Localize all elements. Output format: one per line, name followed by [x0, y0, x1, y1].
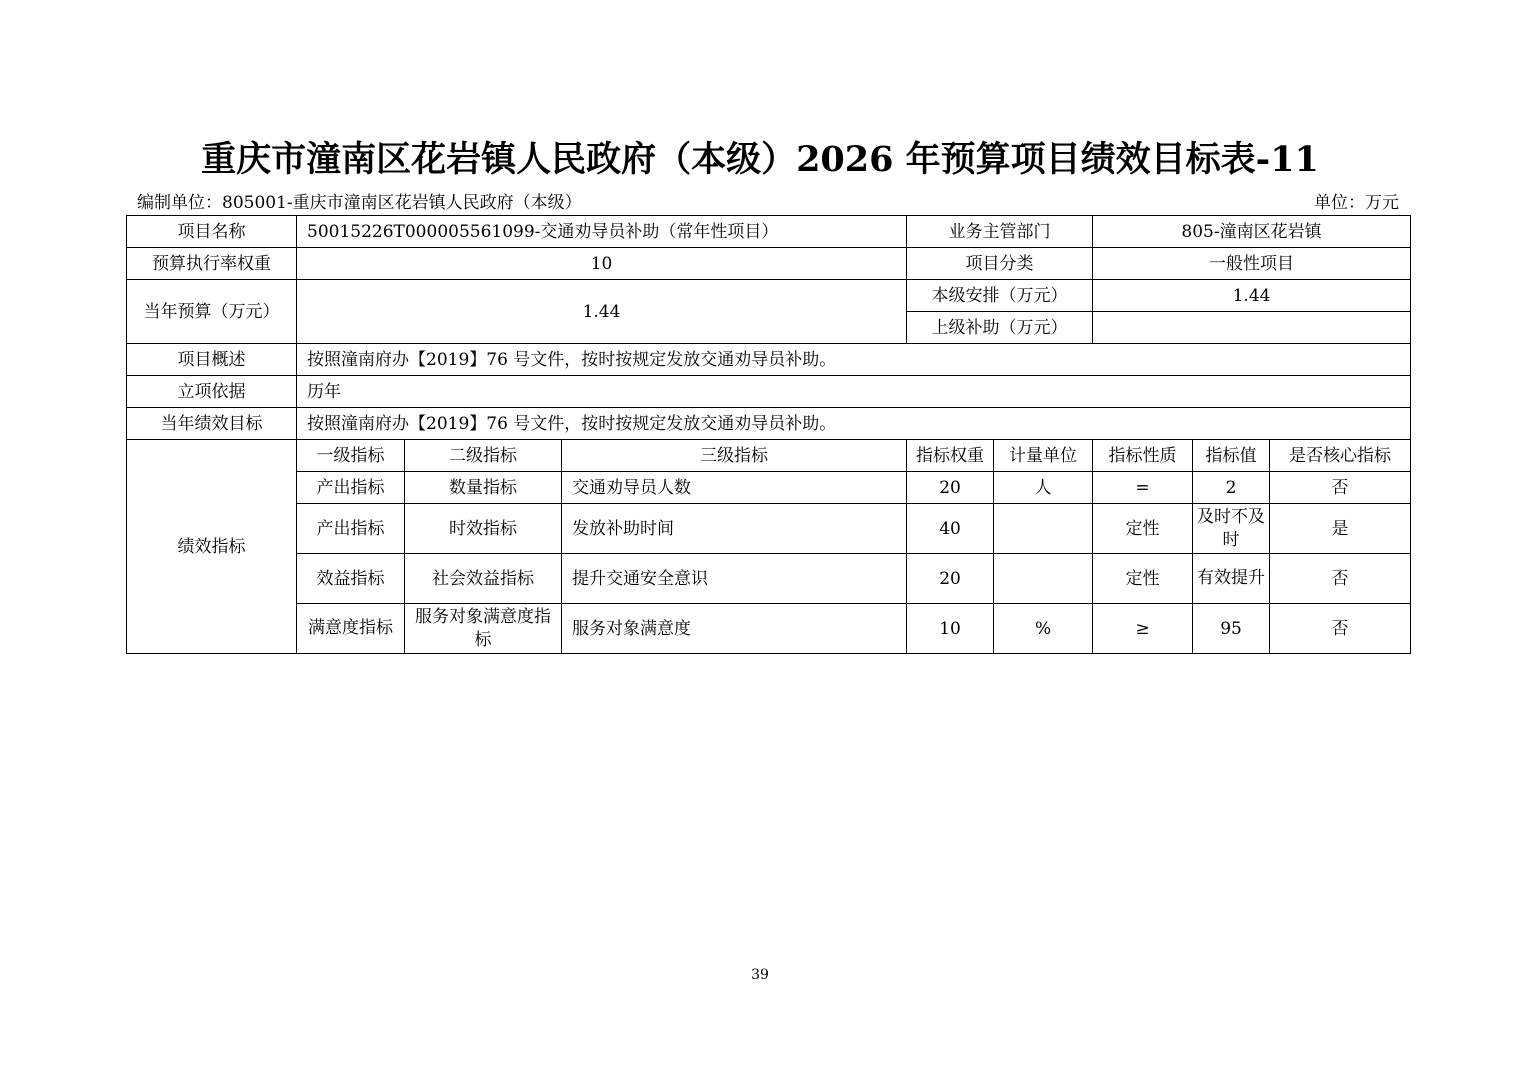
nature-cell: = [1093, 472, 1193, 504]
nature-cell: 定性 [1093, 554, 1193, 604]
measure-unit-cell [994, 554, 1093, 604]
indicator-header-row [127, 440, 1411, 472]
goal-value: 按照潼南府办【2019】76 号文件，按时按规定发放交通劝导员补助。 [297, 408, 1411, 440]
local-value: 1.44 [1093, 280, 1411, 312]
header-cell: 一级指标 [297, 440, 405, 472]
core-cell: 否 [1270, 554, 1411, 604]
level3-cell: 发放补助时间 [562, 504, 907, 554]
header-cell: 是否核心指标 [1270, 440, 1411, 472]
header-cell: 指标性质 [1093, 440, 1193, 472]
measure-unit-cell [994, 504, 1093, 554]
indicator-row [127, 604, 1411, 654]
level3-cell: 提升交通安全意识 [562, 554, 907, 604]
category-label: 项目分类 [907, 248, 1093, 280]
value-cell: 及时不及时 [1193, 504, 1270, 554]
table-row [127, 248, 1411, 280]
currency-unit: 单位：万元 [1314, 193, 1399, 213]
basis-value: 历年 [297, 376, 1411, 408]
indicator-row [127, 504, 1411, 554]
value-cell: 2 [1193, 472, 1270, 504]
table-row [127, 280, 1411, 312]
header-cell: 计量单位 [994, 440, 1093, 472]
indicator-section-label: 绩效指标 [127, 440, 297, 654]
table-row [127, 376, 1411, 408]
local-label: 本级安排（万元） [907, 280, 1093, 312]
budget-value: 1.44 [297, 280, 907, 344]
overview-value: 按照潼南府办【2019】76 号文件，按时按规定发放交通劝导员补助。 [297, 344, 1411, 376]
project-name-label: 项目名称 [127, 216, 297, 248]
weight-cell: 20 [907, 554, 994, 604]
header-cell: 三级指标 [562, 440, 907, 472]
project-name-value: 50015226T000005561099-交通劝导员补助（常年性项目） [297, 216, 907, 248]
goal-label: 当年绩效目标 [127, 408, 297, 440]
nature-cell: 定性 [1093, 504, 1193, 554]
nature-cell: ≥ [1093, 604, 1193, 654]
table-row [127, 216, 1411, 248]
level1-cell: 产出指标 [297, 472, 405, 504]
weight-cell: 40 [907, 504, 994, 554]
indicator-row [127, 554, 1411, 604]
performance-table [126, 215, 1411, 654]
value-cell: 95 [1193, 604, 1270, 654]
measure-unit-cell: 人 [994, 472, 1093, 504]
value-cell: 有效提升 [1193, 554, 1270, 604]
level2-cell: 服务对象满意度指标 [405, 604, 562, 654]
header-cell: 指标权重 [907, 440, 994, 472]
level1-cell: 效益指标 [297, 554, 405, 604]
page-number: 39 [751, 967, 769, 983]
measure-unit-cell: % [994, 604, 1093, 654]
core-cell: 否 [1270, 472, 1411, 504]
indicator-row [127, 472, 1411, 504]
level2-cell: 社会效益指标 [405, 554, 562, 604]
level3-cell: 服务对象满意度 [562, 604, 907, 654]
level3-cell: 交通劝导员人数 [562, 472, 907, 504]
core-cell: 否 [1270, 604, 1411, 654]
weight-cell: 10 [907, 604, 994, 654]
level2-cell: 数量指标 [405, 472, 562, 504]
level1-cell: 产出指标 [297, 504, 405, 554]
page-title: 重庆市潼南区花岩镇人民政府（本级）2026 年预算项目绩效目标表-11 [201, 139, 1319, 180]
upper-label: 上级补助（万元） [907, 312, 1093, 344]
table-row [127, 408, 1411, 440]
header-cell: 二级指标 [405, 440, 562, 472]
weight-cell: 20 [907, 472, 994, 504]
header-cell: 指标值 [1193, 440, 1270, 472]
upper-value [1093, 312, 1411, 344]
dept-value: 805-潼南区花岩镇 [1093, 216, 1411, 248]
compiler-unit: 编制单位：805001-重庆市潼南区花岩镇人民政府（本级） [137, 193, 582, 213]
weight-value: 10 [297, 248, 907, 280]
category-value: 一般性项目 [1093, 248, 1411, 280]
dept-label: 业务主管部门 [907, 216, 1093, 248]
core-cell: 是 [1270, 504, 1411, 554]
level2-cell: 时效指标 [405, 504, 562, 554]
budget-label: 当年预算（万元） [127, 280, 297, 344]
overview-label: 项目概述 [127, 344, 297, 376]
level1-cell: 满意度指标 [297, 604, 405, 654]
basis-label: 立项依据 [127, 376, 297, 408]
table-row [127, 344, 1411, 376]
weight-label: 预算执行率权重 [127, 248, 297, 280]
